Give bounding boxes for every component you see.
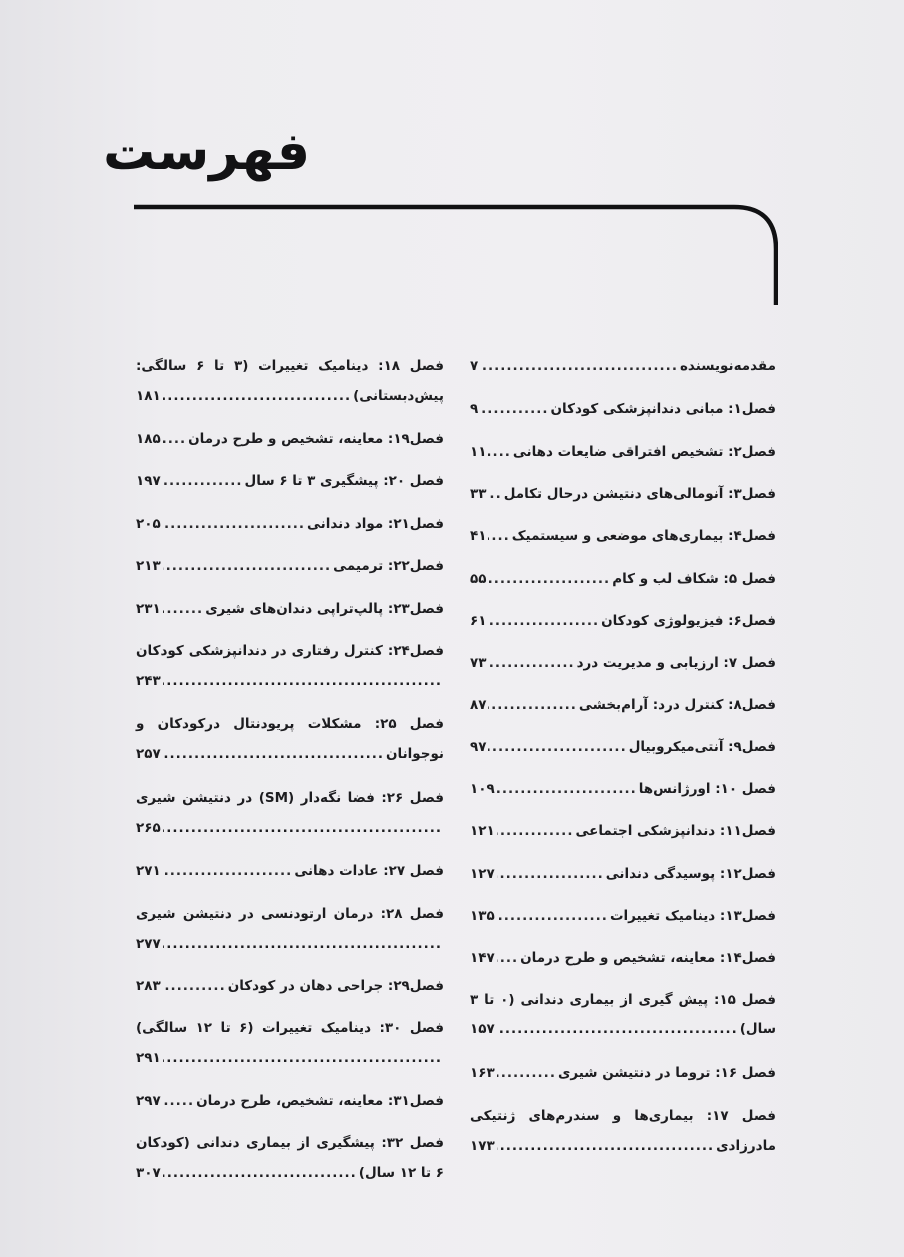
toc-entry-page: ۱۱ xyxy=(470,444,487,460)
toc-entry-page: ۲۴۳ xyxy=(136,673,161,689)
toc-entry-page: ۲۸۳ xyxy=(136,978,161,994)
toc-entry-title: فصل۱۹: معاینه، تشخیص و طرح درمان xyxy=(188,431,444,447)
toc-entry[interactable] xyxy=(136,668,444,694)
leader-dots xyxy=(163,1160,357,1186)
toc-entry-page: ۳۰۷ xyxy=(136,1165,161,1181)
toc-entry-title-line1[interactable]: فصل ۳۲: پیشگیری از بیماری دندانی (کودکان xyxy=(136,1135,444,1151)
leader-dots xyxy=(497,903,608,929)
leader-dots xyxy=(480,353,678,379)
toc-entry[interactable] xyxy=(136,858,444,884)
toc-entry-title: فصل۴: بیماری‌های موضعی و سیستمیک xyxy=(511,528,776,544)
toc-entry-title: فصل۹: آنتی‌میکروبیال xyxy=(628,739,776,755)
toc-entry[interactable] xyxy=(470,861,776,887)
leader-dots xyxy=(163,858,293,884)
toc-entry[interactable] xyxy=(470,818,776,844)
toc-entry-title: فصل۲۳: پالپ‌تراپی دندان‌های شیری xyxy=(205,601,444,617)
leader-dots xyxy=(163,1088,194,1114)
toc-entry-title-line2: پیش‌دبستانی) xyxy=(353,388,444,404)
toc-entry-title: فصل۲۹: جراحی دهان در کودکان xyxy=(227,978,444,994)
toc-entry-page: ۱۹۷ xyxy=(136,473,161,489)
toc-entry-title: فصل۲۱: مواد دندانی xyxy=(306,516,444,532)
toc-entry-title: فصل۶: فیزیولوژی کودکان xyxy=(601,613,776,629)
toc-entry-title-line2: ۶ تا ۱۲ سال) xyxy=(358,1165,444,1181)
toc-entry-title: مقدمه‌نویسنده xyxy=(679,358,776,374)
leader-dots xyxy=(497,776,637,802)
toc-entry[interactable] xyxy=(136,815,444,841)
toc-entry-title: فصل۸: کنترل درد: آرام‌بخشی xyxy=(578,697,776,713)
toc-entry[interactable] xyxy=(470,945,776,971)
toc-entry[interactable] xyxy=(136,553,444,579)
toc-entry-title: فصل ۷: ارزیابی و مدیریت درد xyxy=(576,655,776,671)
toc-entry-page: ۱۸۱ xyxy=(136,388,161,404)
toc-entry-title: فصل۲۲: ترمیمی xyxy=(333,558,444,574)
toc-entry[interactable] xyxy=(470,523,776,549)
toc-entry-title: فصل ۱۶: تروما در دنتیشن شیری xyxy=(557,1065,776,1081)
toc-entry-page: ۷۳ xyxy=(470,655,487,671)
toc-entry[interactable] xyxy=(136,426,444,452)
toc-entry-title: فصل۲: تشخیص افتراقی ضایعات دهانی xyxy=(512,444,776,460)
toc-entry-title-line1[interactable]: فصل ۱۸: دینامیک تغییرات (۳ تا ۶ سالگی: xyxy=(136,358,444,374)
leader-dots xyxy=(163,511,305,537)
toc-entry[interactable] xyxy=(136,1088,444,1114)
toc-entry[interactable] xyxy=(136,1045,444,1071)
toc-entry[interactable] xyxy=(470,1133,776,1159)
toc-entry[interactable] xyxy=(136,1160,444,1186)
toc-entry[interactable] xyxy=(470,481,776,507)
toc-entry-title: فصل ۲۷: عادات دهانی xyxy=(294,863,444,879)
toc-entry[interactable] xyxy=(136,383,444,409)
toc-entry-page: ۸۷ xyxy=(470,697,487,713)
toc-entry-title-line2: مادرزادی xyxy=(716,1138,776,1154)
leader-dots xyxy=(497,1016,738,1042)
toc-entry-page: ۲۵۷ xyxy=(136,746,161,762)
toc-entry[interactable] xyxy=(136,511,444,537)
toc-left-column xyxy=(136,0,444,1257)
toc-entry[interactable] xyxy=(136,741,444,767)
toc-entry-title: فصل۳۱: معاینه، تشخیص، طرح درمان xyxy=(196,1093,444,1109)
leader-dots xyxy=(488,566,610,592)
toc-entry[interactable] xyxy=(470,692,776,718)
toc-entry-page: ۲۷۱ xyxy=(136,863,161,879)
toc-entry-title-line1[interactable]: فصل ۱۷: بیماری‌ها و سندرم‌های ژنتیکی xyxy=(470,1108,776,1124)
toc-entry-page: ۴۱ xyxy=(470,528,487,544)
leader-dots xyxy=(163,468,243,494)
toc-entry-page: ۱۶۳ xyxy=(470,1065,495,1081)
page-title: فهرست xyxy=(103,122,310,182)
toc-entry-page: ۷ xyxy=(470,358,479,374)
leader-dots xyxy=(497,1133,714,1159)
leader-dots xyxy=(488,523,509,549)
toc-entry-page: ۱۷۳ xyxy=(470,1138,495,1154)
toc-entry-page: ۱۵۷ xyxy=(470,1021,495,1037)
toc-entry[interactable] xyxy=(470,1060,776,1086)
toc-entry-page: ۲۱۳ xyxy=(136,558,161,574)
toc-entry-title-line1[interactable]: فصل ۳۰: دینامیک تغییرات (۶ تا ۱۲ سالگی) xyxy=(136,1020,445,1036)
leader-dots xyxy=(480,396,548,422)
toc-entry[interactable] xyxy=(470,353,776,379)
toc-entry-page: ۲۰۵ xyxy=(136,516,161,532)
toc-entry-title: فصل۳: آنومالی‌های دنتیشن درحال تکامل xyxy=(503,486,776,502)
toc-entry[interactable] xyxy=(470,650,776,676)
leader-dots xyxy=(163,973,226,999)
toc-entry-page: ۱۴۷ xyxy=(470,950,495,966)
leader-dots xyxy=(163,668,442,694)
leader-dots xyxy=(488,481,501,507)
leader-dots xyxy=(497,945,518,971)
toc-entry-title-line1[interactable]: فصل ۲۸: درمان ارتودنسی در دنتیشن شیری xyxy=(136,906,444,922)
toc-entry[interactable] xyxy=(470,566,776,592)
toc-entry[interactable] xyxy=(470,608,776,634)
toc-entry-page: ۳۳ xyxy=(470,486,487,502)
toc-entry-page: ۱۰۹ xyxy=(470,781,495,797)
toc-entry[interactable] xyxy=(136,596,444,622)
toc-entry-title: فصل۱۱: دندانپزشکی اجتماعی xyxy=(575,823,776,839)
toc-entry-page: ۱۲۱ xyxy=(470,823,495,839)
toc-entry-page: ۲۳۱ xyxy=(136,601,161,617)
toc-entry-title: فصل۱۴: معاینه، تشخیص و طرح درمان xyxy=(520,950,776,966)
leader-dots xyxy=(488,439,510,465)
toc-entry-page: ۱۲۷ xyxy=(470,866,495,882)
toc-entry[interactable] xyxy=(470,734,776,760)
leader-dots xyxy=(163,383,351,409)
toc-entry[interactable] xyxy=(470,903,776,929)
leader-dots xyxy=(163,1045,442,1071)
toc-entry-page: ۲۹۱ xyxy=(136,1050,161,1066)
toc-entry-page: ۱۸۵ xyxy=(136,431,161,447)
toc-entry-page: ۹ xyxy=(470,401,479,417)
leader-dots xyxy=(488,650,574,676)
leader-dots xyxy=(488,734,626,760)
leader-dots xyxy=(163,815,442,841)
toc-entry-page: ۹۷ xyxy=(470,739,487,755)
leader-dots xyxy=(163,596,203,622)
toc-entry-page: ۲۹۷ xyxy=(136,1093,161,1109)
toc-entry-title-line2: سال) xyxy=(739,1021,776,1037)
leader-dots xyxy=(497,861,604,887)
toc-entry-title: فصل ۵: شکاف لب و کام xyxy=(612,571,776,587)
leader-dots xyxy=(163,931,442,957)
toc-entry-title-line1[interactable]: فصل ۲۶: فضا نگه‌دار (SM) در دنتیشن شیری xyxy=(136,790,444,806)
leader-dots xyxy=(497,818,574,844)
toc-entry-page: ۶۱ xyxy=(470,613,487,629)
toc-entry-title: فصل۱۳: دینامیک تغییرات xyxy=(609,908,776,924)
leader-dots xyxy=(497,1060,556,1086)
leader-dots xyxy=(488,608,599,634)
toc-entry-title: فصل۱: مبانی دندانپزشکی کودکان xyxy=(550,401,776,417)
toc-right-column xyxy=(470,0,776,1257)
leader-dots xyxy=(163,426,186,452)
toc-entry[interactable] xyxy=(470,396,776,422)
toc-entry-title-line2: نوجوانان xyxy=(385,746,444,762)
toc-entry[interactable] xyxy=(470,776,776,802)
toc-entry-title-line1[interactable]: فصل ۲۵: مشکلات پریودنتال درکودکان و xyxy=(136,716,444,732)
toc-entry[interactable] xyxy=(136,468,444,494)
toc-entry[interactable] xyxy=(470,1016,776,1042)
toc-entry[interactable] xyxy=(136,931,444,957)
toc-entry-page: ۱۳۵ xyxy=(470,908,495,924)
leader-dots xyxy=(163,741,384,767)
leader-dots xyxy=(163,553,331,579)
toc-entry[interactable] xyxy=(136,973,444,999)
leader-dots xyxy=(488,692,576,718)
toc-entry-title-line1[interactable]: فصل ۱۵: پیش گیری از بیماری دندانی (۰ تا ۳ xyxy=(470,992,776,1008)
toc-entry-page: ۲۷۷ xyxy=(136,936,161,952)
toc-entry-title: فصل ۱۰: اورژانس‌ها xyxy=(638,781,776,797)
toc-entry-page: ۲۶۵ xyxy=(136,820,161,836)
toc-entry-title: فصل۱۲: پوسیدگی دندانی xyxy=(605,866,776,882)
toc-entry-title: فصل ۲۰: پیشگیری ۳ تا ۶ سال xyxy=(244,473,444,489)
toc-entry-page: ۵۵ xyxy=(470,571,487,587)
toc-entry-title-line1[interactable]: فصل۲۴: کنترل رفتاری در دندانپزشکی کودکان xyxy=(136,643,444,659)
toc-entry[interactable] xyxy=(470,439,776,465)
